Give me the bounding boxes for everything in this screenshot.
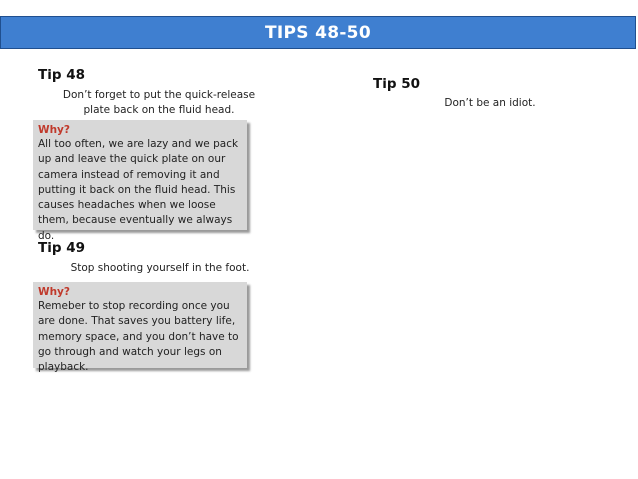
tip-48-text xyxy=(48,88,270,118)
tip-48-why-text: All too often, we are lazy and we pack up and leave the quick plate on our camera instead of removing it and putting it back on the fluid head. This causes headaches when we loose them, because eventually we always do. xyxy=(38,138,239,242)
tip-50-title: Tip 50 xyxy=(373,76,420,92)
tip-49-why-box xyxy=(33,282,247,374)
tip-48-why-label: Why? xyxy=(38,124,70,136)
page-title: TIPS 48-50 xyxy=(265,22,371,43)
title-banner xyxy=(0,16,636,49)
tip-50-text: Don’t be an idiot. xyxy=(444,97,536,109)
tip-48-why-box xyxy=(33,120,247,242)
tip-48-line-2: plate back on the fluid head. xyxy=(83,104,235,116)
tip-49-title: Tip 49 xyxy=(38,240,85,256)
tip-48-line-1: Don’t forget to put the quick-release xyxy=(62,89,256,101)
tip-49-why-label: Why? xyxy=(38,286,70,298)
tip-49-text: Stop shooting yourself in the foot. xyxy=(70,262,250,274)
tip-49-why-text: Remeber to stop recording once you are done. That saves you battery life, memory space, and you don’t have to go through and watch your legs on playback. xyxy=(38,300,239,374)
tip-48-title: Tip 48 xyxy=(38,67,85,83)
